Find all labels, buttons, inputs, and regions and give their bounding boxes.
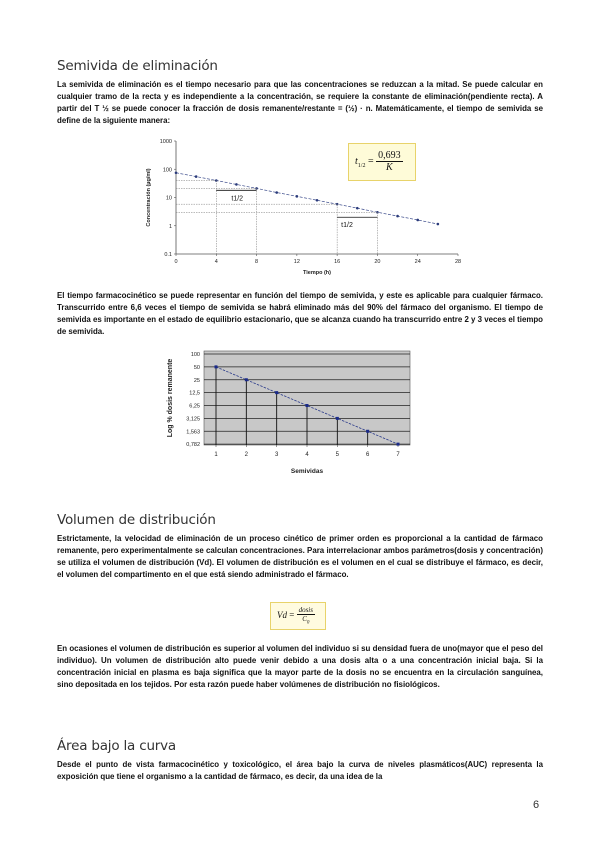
formula2-num: dosis: [298, 606, 313, 614]
chart2-x-tick-label: 2: [244, 452, 249, 458]
chart1-data-point: [396, 215, 399, 218]
chart2-y-tick-label: 50: [193, 364, 200, 371]
paragraph-volumen-2: En ocasiones el volumen de distribución es superior al volumen del individuo si su densidad fuera de uno(mayor que el peso del individuo). Un volumen de distribución alto puede venir debido a una dosis alta o a una concentración inicial baja. Si la concentración inicial en plasma es baja significa que la mayor parte de la dosis no se encuentra en la circulación sanguínea, sino depositada en los tejidos. Por esta razón puede haber volúmenes de distribución no fisiológicos.: [57, 644, 543, 689]
formula2-den: [297, 615, 315, 625]
chart2-x-tick-label: 5: [335, 452, 340, 458]
chart1-x-tick-label: 20: [374, 259, 381, 265]
chart2-y-tick-label: 6,25: [189, 403, 200, 410]
chart-dosis-remanente: [160, 345, 430, 495]
chart1-data-point: [437, 223, 440, 226]
chart2-x-label: Semividas: [290, 468, 324, 475]
formula2-equals: =: [289, 609, 295, 620]
chart1-y-label: Concentración (µg/ml): [146, 168, 152, 227]
chart1-x-tick-label: 4: [214, 259, 218, 265]
paragraph-semivida-2: El tiempo farmacocinético se puede representar en función del tiempo de semivida, y este es aplicable para cualquier fármaco. Transcurrido entre 6,6 veces el tiempo de semivida se habrá eliminado más del 90% del fármaco del organismo. El tiempo de semivida es importante en el estado de equilibrio estacionario, que se alcanza cuando ha transcurrido entre 2 y 3 veces el tiempo de semivida.: [57, 291, 543, 336]
chart2-y-tick-label: 12,5: [189, 390, 200, 397]
chart1-x-tick-label: 28: [454, 259, 462, 265]
section-title-area: Área bajo la curva: [57, 738, 177, 754]
formula1-den: K: [386, 162, 393, 173]
chart1-y-tick-label: 1000: [159, 139, 172, 145]
chart2-x-tick-label: 4: [305, 452, 309, 458]
chart2-data-point: [336, 417, 339, 420]
chart2-y-tick-label: 1,563: [186, 429, 200, 436]
chart2-data-point: [397, 443, 400, 446]
chart2-x-tick-label: 3: [274, 452, 279, 458]
chart2-data-point: [366, 430, 369, 433]
chart1-data-point: [195, 175, 198, 178]
formula2-den-sub: 0: [306, 620, 310, 626]
paragraph-volumen-1: Estrictamente, la velocidad de eliminación de un proceso cinético de primer orden es proporcional a la cantidad de fármaco remanente, pero experimentalmente se calculan concentraciones. Para interrelacionar ambos parámetros(dosis y concentración) se utiliza el volumen de distribución (Vd). El volumen de distribución es el volumen en el cual se distribuye el fármaco, es decir, el volumen del compartimento en el que está siendo administrado el fármaco.: [57, 534, 543, 579]
chart2-data-point: [306, 404, 309, 407]
chart1-annotation-t12: t1/2: [341, 222, 353, 230]
chart2-x-tick-label: 6: [365, 452, 370, 458]
chart1-data-point: [175, 171, 178, 174]
chart1-x-tick-label: 24: [414, 259, 421, 265]
chart2-y-tick-label: 3,125: [186, 416, 200, 423]
chart2-data-point: [215, 365, 218, 368]
chart1-x-tick-label: 12: [293, 259, 300, 265]
formula2-lhs: Vd: [277, 609, 287, 620]
chart1-data-point: [416, 219, 419, 222]
chart1-annotation-t12: t1/2: [231, 195, 244, 203]
section-title-volumen: Volumen de distribución: [57, 512, 216, 528]
formula1-lhs: t: [355, 155, 358, 167]
formula1-equals: =: [367, 155, 374, 167]
chart1-data-point: [356, 207, 359, 210]
chart2-data-point: [245, 378, 248, 381]
chart1-x-tick-label: 16: [334, 259, 341, 265]
section-title-semivida: Semivida de eliminación: [57, 58, 218, 74]
chart1-data-point: [275, 191, 278, 194]
page-number: 6: [533, 799, 540, 811]
chart2-y-tick-label: 100: [190, 352, 200, 358]
chart1-x-label: Tiempo (h): [302, 270, 332, 276]
formula2-fraction: [297, 606, 315, 625]
formula2-den-text: C: [302, 615, 307, 623]
chart1-y-tick-label: 0.1: [164, 252, 172, 258]
chart2-y-tick-label: 25: [193, 377, 200, 384]
chart2-y-tick-label: 0,782: [186, 442, 200, 449]
chart2-x-tick-label: 1: [214, 452, 218, 458]
chart1-data-point: [235, 183, 238, 186]
chart2-plot: [167, 351, 410, 475]
chart1-data-point: [316, 199, 319, 202]
chart-concentracion-tiempo: [138, 136, 468, 288]
chart2-y-label: Log % dosis remanente: [167, 358, 174, 438]
formula1-num: 0,693: [378, 150, 401, 161]
chart1-data-point: [296, 195, 299, 198]
formula-semivida: [348, 143, 416, 181]
formula1-lhs-sub: 1/2: [357, 162, 366, 169]
formula1-fraction: [376, 150, 403, 173]
chart1-y-tick-label: 100: [162, 167, 172, 174]
chart1-y-tick-label: 10: [165, 195, 172, 202]
chart1-x-tick-label: 0: [174, 259, 178, 265]
paragraph-area-1: Desde el punto de vista farmacocinético y toxicológico, el área bajo la curva de niveles plasmáticos(AUC) representa la exposición que tiene el organismo a la cantidad de fármaco, es decir, da una idea de la: [57, 760, 543, 781]
formula-volumen: [270, 602, 326, 630]
paragraph-semivida-1: La semivida de eliminación es el tiempo necesario para que las concentraciones se reduzcan a la mitad. Se puede calcular en cualquier tramo de la recta y es independiente a la concentración, se requiere la constante de eliminación(pendiente recta). A partir del T ½ se puede conocer la fracción de dosis remanente/restante = (½) · n. Matemáticamente, el tiempo de semivida se define de la siguiente manera:: [57, 80, 543, 125]
chart1-x-tick-label: 8: [255, 259, 259, 265]
chart2-x-tick-label: 7: [396, 452, 400, 458]
chart1-y-tick-label: 1: [168, 223, 172, 230]
chart2-data-point: [275, 391, 278, 394]
